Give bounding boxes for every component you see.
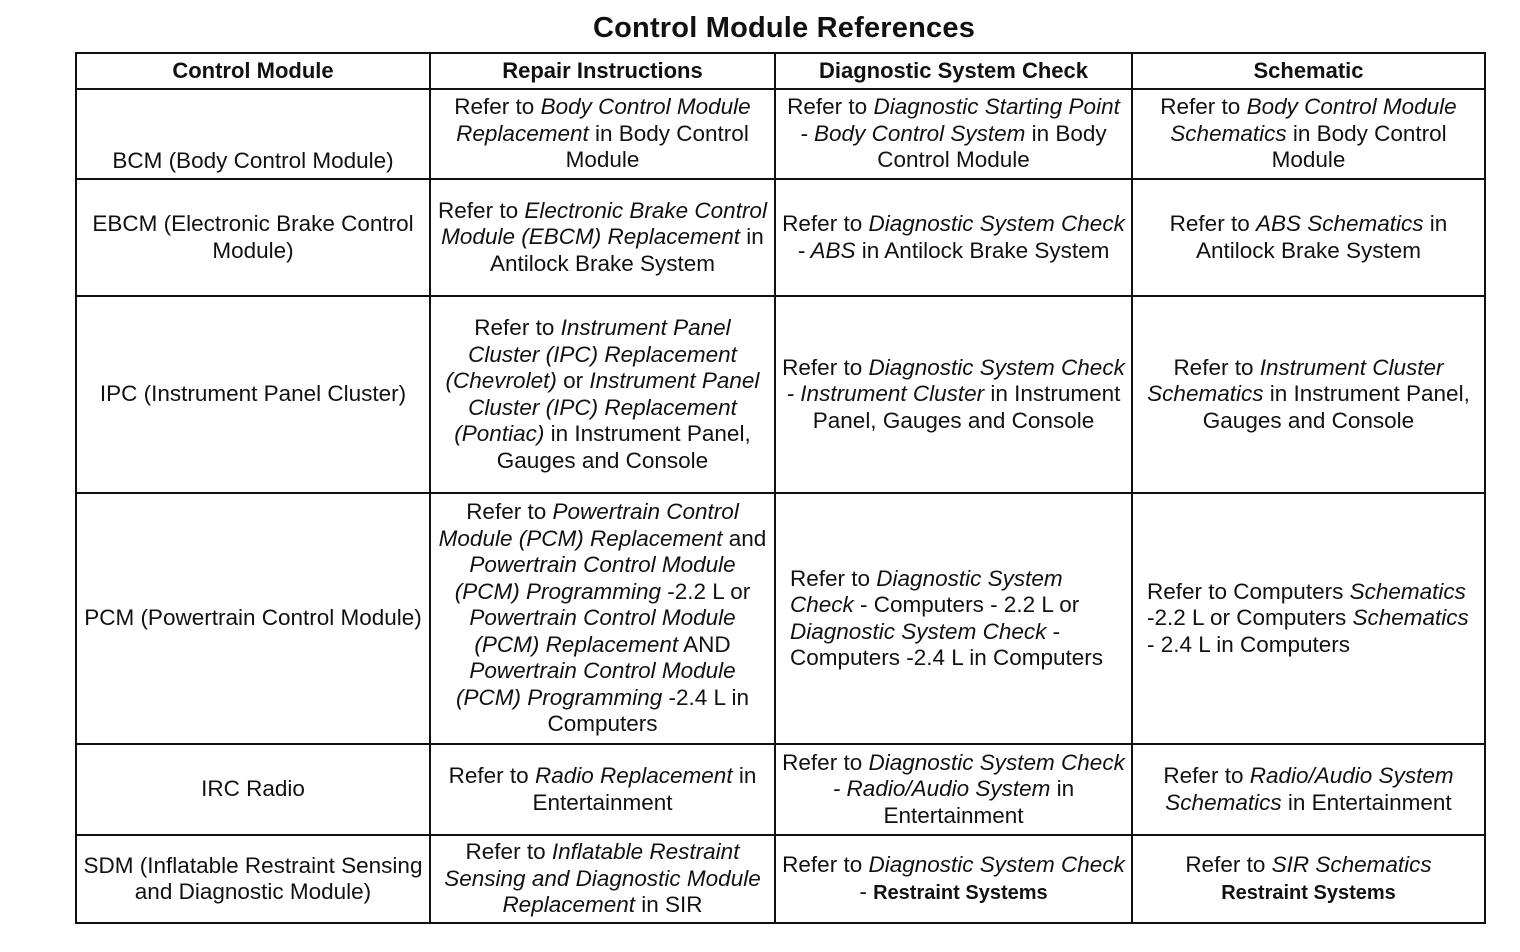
text-run: in Antilock Brake System <box>1195 211 1448 263</box>
table-row <box>76 835 1485 923</box>
reference-title: Diagnostic System Check - Radio/Audio System <box>832 749 1125 802</box>
text-run: Refer to <box>782 211 869 236</box>
module-cell: EBCM (Electronic Brake Control Module) <box>76 179 430 296</box>
table-row <box>76 89 1485 179</box>
cell-text <box>1185 852 1431 904</box>
reference-title: Diagnostic System Check - ABS <box>797 211 1125 263</box>
cell-text <box>438 198 767 276</box>
cell-text <box>787 94 1120 172</box>
text-run: Refer to <box>787 94 874 120</box>
cell-text <box>782 852 1125 904</box>
cell-text <box>782 750 1125 828</box>
cell-text <box>439 499 767 736</box>
schematic-cell <box>1132 744 1485 835</box>
text-run: Refer to <box>782 749 869 775</box>
table-header-row <box>76 53 1485 89</box>
reference-title: Body Control Module Schematics <box>1170 94 1457 146</box>
text-run: Refer to <box>1160 94 1247 120</box>
schematic-cell <box>1132 89 1485 179</box>
diagnostic-cell <box>775 493 1132 744</box>
repair-cell <box>430 179 775 296</box>
text-run: Refer to <box>438 197 525 223</box>
text-run: or <box>556 368 590 393</box>
reference-title: Instrument Panel Cluster (IPC) Replacement (Pontiac) <box>454 368 760 446</box>
reference-title: Instrument Panel Cluster (IPC) Replacement (Chevrolet) <box>445 315 737 393</box>
cell-text <box>782 211 1125 263</box>
cell-text <box>444 839 760 917</box>
text-run: Refer to <box>1169 211 1256 236</box>
text-run: in Entertainment <box>1281 789 1452 815</box>
text-run: in Body Control Module <box>877 120 1107 173</box>
table-row <box>76 296 1485 493</box>
repair-cell <box>430 493 775 744</box>
text-run: in Entertainment <box>532 763 757 815</box>
reference-title: Radio/Audio System Schematics <box>1165 763 1454 815</box>
text-run: in Body Control Module <box>1271 120 1447 173</box>
text-run: Refer to <box>1185 852 1272 877</box>
section-name: Restraint Systems <box>1221 881 1396 904</box>
module-cell: IRC Radio <box>76 744 430 835</box>
cell-text <box>1163 763 1453 815</box>
text-run: Refer to <box>466 499 553 525</box>
cell-text <box>790 566 1103 671</box>
diagnostic-cell <box>775 835 1132 923</box>
text-run: in Instrument Panel, Gauges and Console <box>1202 381 1470 433</box>
reference-title: Powertrain Control Module (PCM) Programming <box>454 552 736 604</box>
schematic-cell <box>1132 835 1485 923</box>
schematic-cell <box>1132 179 1485 296</box>
text-run: Refer to <box>782 354 869 380</box>
page-title: Control Module References <box>592 12 976 44</box>
text-run: in Entertainment <box>883 776 1075 828</box>
reference-title: ABS Schematics <box>1255 211 1424 236</box>
repair-cell <box>430 835 775 923</box>
schematic-cell <box>1132 493 1485 744</box>
section-name: Restraint Systems <box>873 881 1048 904</box>
repair-cell <box>430 89 775 179</box>
text-run: Refer to <box>790 565 877 591</box>
table-row <box>76 179 1485 296</box>
reference-title: Diagnostic System Check <box>790 565 1063 617</box>
text-run: in SIR <box>635 892 703 918</box>
text-run: Refer to <box>1163 763 1250 788</box>
text-run: - <box>859 878 874 904</box>
text-run: in Body Control Module <box>565 120 749 173</box>
table-row <box>76 493 1485 744</box>
module-cell: PCM (Powertrain Control Module) <box>76 493 430 744</box>
diagnostic-cell <box>775 89 1132 179</box>
column-header-schematic: Schematic <box>1132 53 1485 89</box>
text-run: in Instrument Panel, Gauges and Console <box>496 421 751 473</box>
reference-title: Instrument Cluster Schematics <box>1147 354 1444 407</box>
reference-title: Inflatable Restraint Sensing and Diagnostic Module Replacement <box>444 839 761 918</box>
control-module-table <box>75 52 1486 924</box>
cell-text <box>454 94 750 172</box>
column-header-repair-instructions: Repair Instructions <box>430 53 775 89</box>
reference-title: Diagnostic System Check <box>868 852 1125 877</box>
text-run: Refer to <box>454 94 541 120</box>
module-cell: SDM (Inflatable Restraint Sensing and Diagnostic Module) <box>76 835 430 923</box>
reference-title: Radio Replacement <box>534 763 733 788</box>
cell-text <box>1147 579 1469 657</box>
schematic-cell <box>1132 296 1485 493</box>
module-cell: BCM (Body Control Module) <box>76 89 430 179</box>
repair-cell <box>430 296 775 493</box>
table-row <box>76 744 1485 835</box>
cell-text <box>449 763 757 815</box>
column-header-diagnostic-system-check: Diagnostic System Check <box>775 53 1132 89</box>
reference-title: Powertrain Control Module (PCM) Programming <box>456 658 736 710</box>
reference-title: Electronic Brake Control Module (EBCM) Replacement <box>441 197 767 250</box>
text-run: -2.2 L or Computers <box>1147 605 1353 631</box>
text-run: and <box>722 525 767 551</box>
text-run: in Antilock Brake System <box>855 237 1110 263</box>
reference-title: Diagnostic System Check - Instrument Cluster <box>786 354 1125 407</box>
text-run: - Computers - 2.2 L or <box>853 592 1080 617</box>
cell-text <box>1170 211 1448 263</box>
text-run: in Antilock Brake System <box>489 224 764 276</box>
text-run: Refer to <box>1173 354 1260 380</box>
text-run: -2.4 L in Computers <box>547 684 749 737</box>
reference-title: Body Control Module Replacement <box>456 94 751 146</box>
text-run: in Instrument Panel, Gauges and Console <box>812 381 1121 433</box>
text-run: Refer to <box>448 763 535 788</box>
text-run: -2.2 L or <box>661 578 751 604</box>
text-run: Refer to <box>782 852 869 877</box>
text-run: Refer to <box>474 315 561 340</box>
reference-title: Diagnostic Starting Point - Body Control System <box>800 94 1120 146</box>
diagnostic-cell <box>775 744 1132 835</box>
text-run: Refer to <box>465 839 552 865</box>
cell-text <box>1160 94 1456 172</box>
reference-title: Schematics <box>1352 605 1469 631</box>
diagnostic-cell <box>775 296 1132 493</box>
column-header-control-module: Control Module <box>76 53 430 89</box>
reference-title: SIR Schematics <box>1271 852 1432 877</box>
text-run: - Computers -2.4 L in Computers <box>790 618 1104 670</box>
text-run: AND <box>678 631 731 657</box>
reference-title: Schematics <box>1349 578 1466 604</box>
module-cell: IPC (Instrument Panel Cluster) <box>76 296 430 493</box>
cell-text <box>446 315 760 473</box>
text-run: - 2.4 L in Computers <box>1147 631 1351 657</box>
cell-text <box>1147 355 1470 433</box>
reference-title: Powertrain Control Module (PCM) Replacement <box>469 605 736 657</box>
reference-title: Diagnostic System Check <box>790 618 1047 644</box>
text-run: Refer to Computers <box>1147 578 1350 604</box>
diagnostic-cell <box>775 179 1132 296</box>
cell-text <box>782 355 1125 433</box>
repair-cell <box>430 744 775 835</box>
reference-title: Powertrain Control Module (PCM) Replacement <box>438 499 739 551</box>
